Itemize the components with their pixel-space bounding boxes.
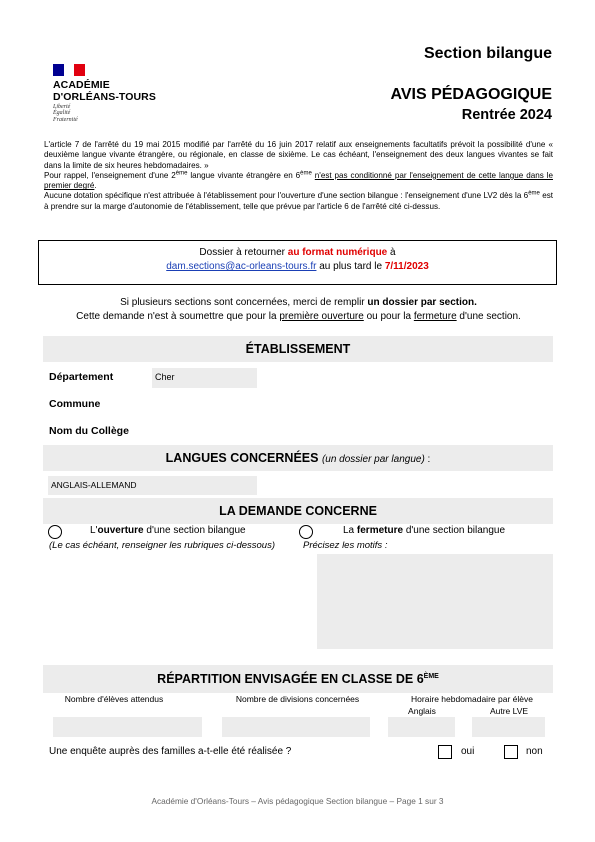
intro-paragraph-1: L'article 7 de l'arrêté du 19 mai 2015 modifié par l'arrêté du 16 juin 2017 relatif aux enseignements facultatifs prévoit la possibilité d'une « deuxième langue vivante étrangère, ou régionale, en classe de sixième. Le cas échéant, l'enseignement des deux langues vivantes se fait dans la limite de six heures hebdomadaires. » <box>44 140 553 170</box>
avis-title: AVIS PÉDAGOGIQUE <box>390 86 552 103</box>
multi-section-note: Si plusieurs sections sont concernées, merci de remplir un dossier par section. Cette demande n'est à soumettre que pour la première ouverture ou pour la fermeture d'une section. <box>76 297 521 322</box>
motto-egalite: Égalité <box>53 110 71 117</box>
divisions-field[interactable] <box>222 717 370 737</box>
fermeture-radio[interactable] <box>299 525 313 539</box>
intro-paragraph-3: Aucune dotation spécifique n'est attribuée à l'établissement pour l'ouverture d'une section bilangue : l'enseignement d'une LV2 dès la 6ème est à prendre sur la marge d'autonomie de l'établissement, telle que prévue par l'article 6 de l'arrêté cité ci-dessus. <box>44 190 553 211</box>
format-numerique-emphasis: au format numérique <box>287 247 388 258</box>
autre-lve-horaire-field[interactable] <box>472 717 545 737</box>
rentree-title: Rentrée 2024 <box>461 107 552 123</box>
page-footer: Académie d'Orléans-Tours – Avis pédagogique Section bilangue – Page 1 sur 3 <box>151 796 444 806</box>
flag-white-stripe <box>64 64 75 76</box>
intro-paragraph-2: Pour rappel, l'enseignement d'une 2ème langue vivante étrangère en 6ème n'est pas conditionné par l'enseignement de cette langue dans le premier degré. <box>44 170 553 191</box>
non-checkbox[interactable] <box>504 745 518 759</box>
oui-checkbox[interactable] <box>438 745 452 759</box>
commune-label: Commune <box>49 398 101 410</box>
logo-line1: ACADÉMIE <box>53 79 110 91</box>
horaire-column-header: Horaire hebdomadaire par élève <box>411 694 533 704</box>
flag-blue-stripe <box>53 64 64 76</box>
notice-line1: Dossier à retourner au format numérique à <box>199 247 396 258</box>
ouverture-radio[interactable] <box>48 525 62 539</box>
motto-fraternite: Fraternité <box>53 116 78 123</box>
ouverture-option-label: L'ouverture d'une section bilangue <box>90 525 246 536</box>
college-label: Nom du Collège <box>49 425 129 437</box>
deadline-notice-box <box>38 240 557 285</box>
eleves-field[interactable] <box>53 717 202 737</box>
notice-line2: dam.sections@ac-orleans-tours.fr au plus tard le 7/11/2023 <box>166 261 429 272</box>
section-title: Section bilangue <box>423 45 552 62</box>
intro-text <box>44 140 553 212</box>
eleves-column-header: Nombre d'élèves attendus <box>64 694 164 704</box>
enquete-question: Une enquête auprès des familles a-t-elle été réalisée ? <box>49 746 292 757</box>
etablissement-header: ÉTABLISSEMENT <box>43 336 553 362</box>
departement-field[interactable]: Cher <box>152 368 257 388</box>
logo-motto <box>53 104 78 123</box>
deadline-date: 7/11/2023 <box>384 261 429 272</box>
flag-red-stripe <box>74 64 85 76</box>
divisions-column-header: Nombre de divisions concernées <box>235 694 360 704</box>
departement-label: Département <box>49 371 114 383</box>
logo-line2: D'ORLÉANS-TOURS <box>53 91 156 103</box>
fermeture-option-label: La fermeture d'une section bilangue <box>343 525 506 536</box>
repartition-header: RÉPARTITION ENVISAGÉE EN CLASSE DE 6ÈME <box>43 665 553 693</box>
ouverture-note: (Le cas échéant, renseigner les rubriques ci-dessous) <box>49 540 276 551</box>
oui-label: oui <box>461 746 475 757</box>
motto-liberte: Liberté <box>53 104 71 110</box>
email-link[interactable]: dam.sections@ac-orleans-tours.fr <box>166 261 317 272</box>
anglais-subheader: Anglais <box>408 706 436 716</box>
demande-header: LA DEMANDE CONCERNE <box>43 498 553 524</box>
langues-field[interactable]: ANGLAIS-ALLEMAND <box>48 476 257 495</box>
autre-lve-subheader: Autre LVE <box>489 706 529 716</box>
motifs-textarea[interactable] <box>317 554 553 649</box>
fermeture-note: Précisez les motifs : <box>303 540 388 551</box>
non-label: non <box>526 746 543 757</box>
anglais-horaire-field[interactable] <box>388 717 455 737</box>
langues-header: LANGUES CONCERNÉES (un dossier par langue) : <box>43 445 553 471</box>
marianne-flag-icon <box>53 64 85 76</box>
